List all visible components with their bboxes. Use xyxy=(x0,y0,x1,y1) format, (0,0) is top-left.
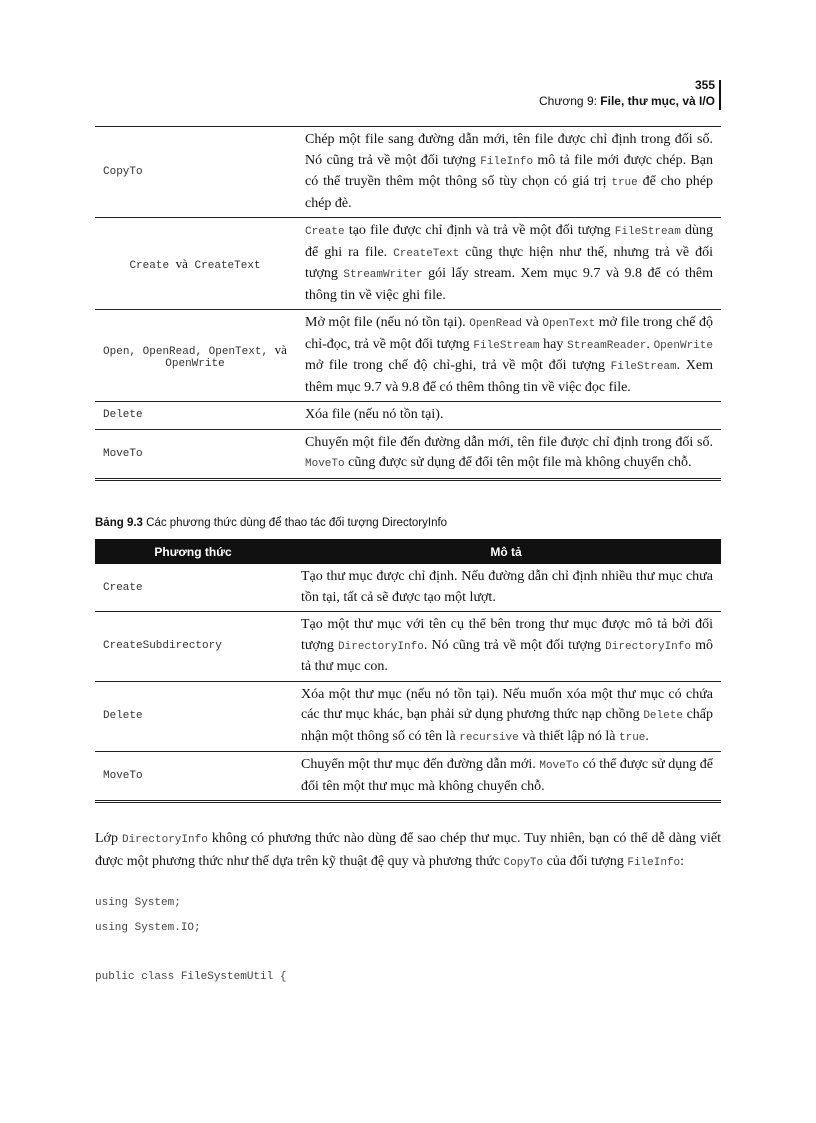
body-paragraph: Lớp DirectoryInfo không có phương thức nào dùng để sao chép thư mục. Tuy nhiên, bạn có thể dễ dàng viết được một phương thức như thế dựa trên kỹ thuật đệ quy và phương thức CopyTo của đối tượng FileInfo: xyxy=(95,831,721,869)
table-row xyxy=(95,310,721,402)
fileinfo-methods-table xyxy=(95,126,721,481)
description-cell: Mở một file (nếu nó tồn tại). OpenRead và OpenText mở file trong chế độ chỉ-đọc, trả về một đối tượng FileStream hay StreamReader. OpenWrite mở file trong chế độ chỉ-ghi, trả về một đối tượng FileStream. Xem thêm mục 9.7 và 9.8 để có thêm thông tin về việc đọc file. xyxy=(295,310,721,402)
column-header-method: Phương thức xyxy=(95,539,291,564)
inline-code: Delete xyxy=(643,710,683,722)
inline-code: MoveTo xyxy=(539,760,579,772)
inline-code: true xyxy=(611,177,638,189)
description-cell: Chép một file sang đường dẫn mới, tên file được chỉ định trong đối số. Nó cũng trả về một đối tượng FileInfo mô tả file mới được chép. Bạn có thể truyền thêm một thông số tùy chọn có giá trị true để cho phép chép đè. xyxy=(295,127,721,218)
table-row xyxy=(95,218,721,310)
header-rule xyxy=(719,80,721,110)
inline-code: MoveTo xyxy=(305,458,345,470)
description-cell: Tạo thư mục được chỉ định. Nếu đường dẫn chỉ định nhiều thư mục chưa tồn tại, tất cả sẽ được tạo một lượt. xyxy=(291,564,721,612)
inline-code: DirectoryInfo xyxy=(605,640,691,653)
inline-code: FileStream xyxy=(473,339,540,352)
method-cell: Delete xyxy=(95,681,291,752)
table-row xyxy=(95,127,721,218)
table-caption: Bảng 9.3 Các phương thức dùng để thao tác đối tượng DirectoryInfo xyxy=(95,517,448,529)
method-cell: CreateSubdirectory xyxy=(95,612,291,682)
inline-code: true xyxy=(619,731,646,744)
inline-code: StreamReader xyxy=(567,339,647,352)
inline-code: StreamWriter xyxy=(343,269,423,281)
table-row xyxy=(95,564,721,612)
directoryinfo-methods-table xyxy=(95,539,721,803)
table-header-row xyxy=(95,539,721,564)
method-cell: MoveTo xyxy=(95,429,295,479)
table-row xyxy=(95,752,721,802)
description-cell: Chuyển một thư mục đến đường dẫn mới. MoveTo có thể được sử dụng để đổi tên một thư mục mà không chuyển chỗ. xyxy=(291,752,721,802)
table-row xyxy=(95,402,721,430)
table-row xyxy=(95,681,721,752)
inline-code: CreateText xyxy=(393,247,460,260)
description-cell: Tạo một thư mục với tên cụ thể bên trong thư mục được mô tả bởi đối tượng DirectoryInfo. Nó cũng trả về một đối tượng DirectoryInfo mô tả thư mục con. xyxy=(291,612,721,682)
method-cell: Delete xyxy=(95,402,295,430)
inline-word: và xyxy=(274,341,287,357)
table-row xyxy=(95,612,721,682)
inline-code: OpenText xyxy=(542,318,596,330)
inline-code: recursive xyxy=(459,731,519,744)
inline-word: và xyxy=(175,255,188,271)
method-cell: Open, OpenRead, OpenText, và OpenWrite xyxy=(95,310,295,402)
method-cell: CopyTo xyxy=(95,127,295,218)
inline-code: CopyTo xyxy=(503,857,544,869)
table-row xyxy=(95,429,721,479)
inline-code: FileStream xyxy=(614,226,681,238)
description-cell: Xóa file (nếu nó tồn tại). xyxy=(295,402,721,430)
inline-code: OpenWrite xyxy=(653,339,713,352)
code-line: public class FileSystemUtil { xyxy=(95,971,287,983)
running-header xyxy=(539,78,721,109)
description-cell: Xóa một thư mục (nếu nó tồn tại). Nếu muốn xóa một thư mục có chứa các thư mục khác, bạn phải sử dụng phương thức nạp chồng Delete chấp nhận một thông số có tên là recursive và thiết lập nó là true. xyxy=(291,681,721,752)
code-line: using System; xyxy=(95,897,181,909)
code-line: using System.IO; xyxy=(95,922,201,934)
inline-code: FileInfo xyxy=(627,857,681,869)
page-number: 355 xyxy=(694,78,715,92)
inline-code: FileInfo xyxy=(480,155,534,168)
inline-code: DirectoryInfo xyxy=(338,640,424,653)
inline-code: Create xyxy=(305,226,345,238)
inline-code: DirectoryInfo xyxy=(121,834,208,846)
description-cell: Chuyển một file đến đường dẫn mới, tên file được chỉ định trong đối số. MoveTo cũng được sử dụng để đổi tên một file mà không chuyển chỗ. xyxy=(295,429,721,479)
description-cell: Create tạo file được chỉ định và trả về một đối tượng FileStream dùng để ghi ra file. CreateText cũng thực hiện như thế, nhưng trả về đối tượng StreamWriter gói lấy stream. Xem mục 9.7 và 9.8 để có thêm thông tin về việc ghi file. xyxy=(295,218,721,310)
method-cell: Create và CreateText xyxy=(95,218,295,310)
inline-code: OpenRead xyxy=(469,318,523,330)
method-cell: Create xyxy=(95,564,291,612)
inline-code: FileStream xyxy=(610,361,677,373)
column-header-description: Mô tả xyxy=(291,539,721,564)
chapter-title: Chương 9: File, thư mục, và I/O xyxy=(539,94,715,108)
method-cell: MoveTo xyxy=(95,752,291,802)
